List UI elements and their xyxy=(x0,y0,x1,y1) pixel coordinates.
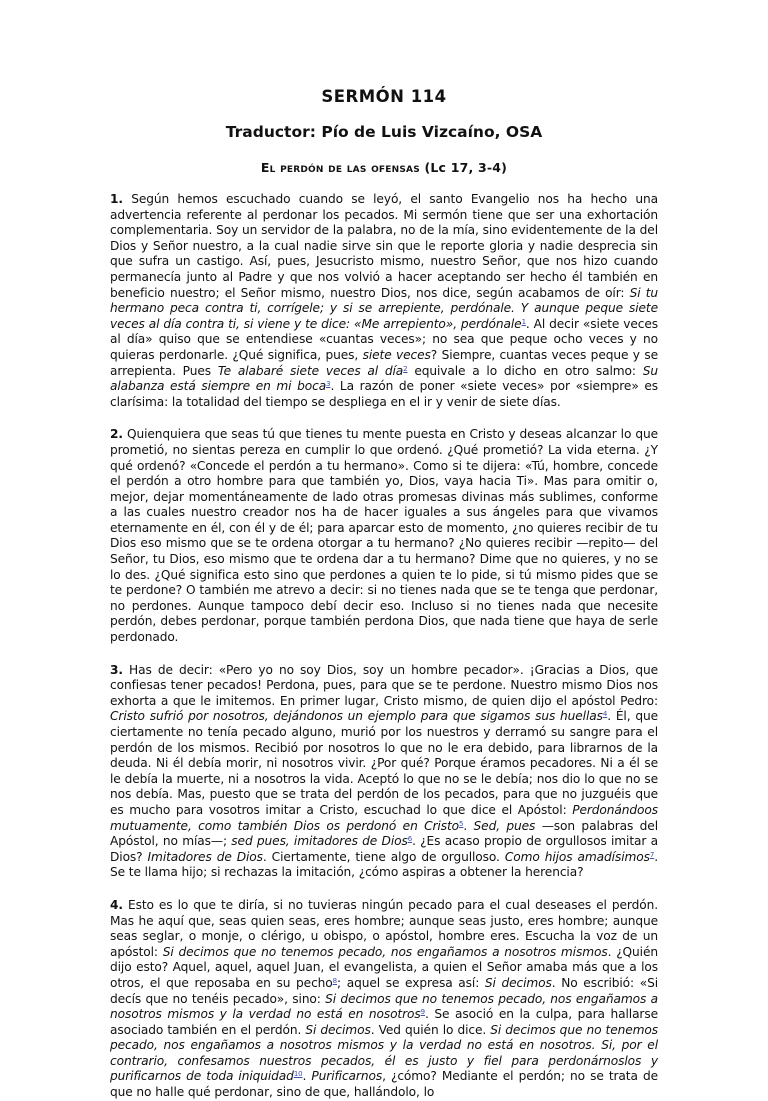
paragraph-text: ? Siempre, cuantas veces peque y se arrepienta. Pues xyxy=(110,347,658,378)
paragraph-text: . Al decir «siete veces al día» quiso que se entendiese «cuantas veces»; no sea que peque ocho veces y no quieras perdonarle. ¿Qué significa, pues, xyxy=(110,316,659,362)
translator-subtitle: Traductor: Pío de Luis Vizcaíno, OSA xyxy=(225,123,543,141)
scripture-quote: Si decimos que no tenemos pecado, nos engañamos a nosotros mismos xyxy=(162,944,608,959)
scripture-quote: Perdonándoos mutuamente, como también Dios os perdonó en Cristo xyxy=(110,802,658,833)
paragraph-text: ; aquel se expresa así: xyxy=(337,975,485,990)
scripture-quote: Su alabanza está siempre en mi boca xyxy=(110,363,658,394)
paragraph-text: . ¿Es acaso propio de orgullosos imitar a Dios? xyxy=(110,834,658,864)
footnote-link[interactable]: 4 xyxy=(602,710,608,719)
footnote-link[interactable]: 2 xyxy=(403,364,408,373)
footnote-link[interactable]: 7 xyxy=(649,850,655,859)
paragraph-text: Has de decir: «Pero yo no soy Dios, soy un hombre pecador». ¡Gracias a Dios, que confiesas tener pecados! Perdona, pues, para que se te perdone. Nuestro mismo Dios nos exhorta a que le imitemos. En primer lugar, Cristo mismo, de quien dijo el apóstol Pedro: xyxy=(110,662,658,708)
paragraph-text: . La razón de poner «siete veces» por «siempre» es clarísima: la totalidad del tiempo se despliega en el ir y venir de siete días. xyxy=(110,379,659,409)
paragraph-text: . xyxy=(302,1069,312,1084)
footnote-link[interactable]: 9 xyxy=(420,1008,425,1017)
scripture-quote: Te alabaré siete veces al día xyxy=(217,363,404,378)
footnote-link[interactable]: 10 xyxy=(293,1070,303,1079)
footnote-link[interactable]: 8 xyxy=(332,976,338,985)
scripture-quote: Si decimos xyxy=(484,975,552,990)
scripture-quote: Sed, pues xyxy=(473,818,536,833)
paragraph-text: . No escribió: «Si decís que no tenéis pecado», sino: xyxy=(110,975,658,1006)
paragraph-number: 3. xyxy=(110,662,123,677)
scripture-quote: sed pues, imitadores de Dios xyxy=(231,834,408,849)
heading-text: El perdón de las ofensas xyxy=(260,160,420,175)
scripture-quote: siete veces xyxy=(362,347,431,362)
page-title: SERMÓN 114 xyxy=(321,87,447,106)
scripture-quote: Si decimos que no tenemos pecado, nos engañamos a nosotros mismos y la verdad no está en nosotros. Si, por el contrario, confesamos nuestros pecados, él es justo y fiel para perdonárnoslos y purificarnos de toda iniquidad xyxy=(110,1022,659,1084)
sermon-body xyxy=(110,177,658,1101)
scripture-quote: Como hijos amadísimos xyxy=(504,849,650,864)
paragraph-text: equivale a lo dicho en otro salmo: xyxy=(407,363,643,378)
footnote-link[interactable]: 6 xyxy=(407,835,413,844)
paragraph xyxy=(110,410,658,645)
section-heading xyxy=(110,144,658,177)
scripture-quote: Cristo sufrió por nosotros, dejándonos un ejemplo para que sigamos sus huellas xyxy=(110,709,603,724)
paragraph-text: . Se asoció en la culpa, para hallarse asociado también en el perdón. xyxy=(110,1007,658,1037)
paragraph-text: . ¿Quién dijo esto? Aquel, aquel, aquel Juan, el evangelista, a quien el Señor amaba más que a los otros, el que reposaba en su pecho xyxy=(110,944,658,990)
paragraph-text: . Ved quién lo dice. xyxy=(370,1022,491,1037)
paragraph-number: 1. xyxy=(110,192,123,206)
paragraph-text: . xyxy=(463,818,474,833)
paragraph-text: Según hemos escuchado cuando se leyó, el santo Evangelio nos ha hecho una advertencia referente al perdonar los pecados. Mi sermón tiene que ser una exhortación complementaria. Soy un servidor de la palabra, no de la mía, sino evidentemente de la del Dios y Señor nuestro, a la cual nadie sirve sin que le reporte gloria y nadie desprecia sin que sufra un castigo. Así, pues, Jesucristo mismo, nuestro Señor, que nos hizo cuando permanecía junto al Padre y que nos volvió a hacer aceptando ser hecho él también en beneficio nuestro; el Señor mismo, nuestro Dios, nos dice, según acabamos de oír: xyxy=(110,192,658,300)
scripture-quote: Si tu hermano peca contra ti, corrígele; y si se arrepiente, perdónale. Y aunque peque siete veces al día contra ti, si viene y te dice: «Me arrepiento», perdónale xyxy=(110,285,658,331)
paragraph-number: 4. xyxy=(110,897,123,912)
paragraph-text: —son palabras del Apóstol, no mías—; xyxy=(110,818,658,849)
paragraph-number: 2. xyxy=(110,427,123,442)
scripture-quote: Purificarnos xyxy=(311,1069,383,1084)
paragraph xyxy=(110,646,658,881)
paragraph-text: . Él, que ciertamente no tenía pecado alguno, murió por los nuestros y derramó su sangre para el perdón de los mismos. Recibió por nosotros lo que no le era debido, para librarnos de la deuda. Ni él debía morir, ni nosotros vivir. ¿Por qué? Porque éramos pecadores. Ni a él se le debía la muerte, ni a nosotros la vida. Aceptó lo que no se le debía; nos dio lo que no se nos debía. Mas, puesto que se trata del perdón de los pecados, para que no juzguéis que es mucho para vosotros imitar a Cristo, escuchad lo que dice el Apóstol: xyxy=(110,709,658,817)
paragraph-text: Esto es lo que te diría, si no tuvieras ningún pecado para el cual deseases el perdón. Mas he aquí que, seas quien seas, eres hombre; aunque seas justo, eres hombre; aunque seas seglar, o monje, o clérigo, u obispo, o apóstol, hombre eres. Escucha la voz de un apóstol: xyxy=(110,897,658,959)
paragraph-text: . Ciertamente, tiene algo de orgulloso. xyxy=(262,849,505,864)
scripture-quote: Si decimos que no tenemos pecado, nos engañamos a nosotros mismos y la verdad no está en nosotros xyxy=(110,991,658,1022)
scripture-quote: Imitadores de Dios xyxy=(147,849,263,864)
scripture-quote: Si decimos xyxy=(305,1022,371,1037)
paragraph xyxy=(110,881,658,1101)
paragraph-text: , ¿cómo? Mediante el perdón; no se trata de que no halle qué perdonar, sino de que, hallándolo, lo xyxy=(110,1069,658,1100)
paragraph-text: Quienquiera que seas tú que tienes tu mente puesta en Cristo y deseas alcanzar lo que prometió, no sientas pereza en cumplir lo que ordenó. ¿Qué prometió? La vida eterna. ¿Y qué ordenó? «Concede el perdón a tu hermano». Como si te dijera: «Tú, hombre, concede el perdón a otro hombre para que también yo, Dios, vaya hacia Ti». Mas para omitir o, mejor, dejar momentáneamente de lado otras promesas divinas más sublimes, conforme a las cuales nuestro creador nos ha de hacer iguales a sus ángeles para que vivamos eternamente en él, con él y de él; para aparcar esto de momento, ¿no quieres recibir de tu Dios eso mismo que se te ordena otorgar a tu hermano? ¿No quieres recibir —repito— del Señor, tu Dios, eso mismo que te ordena dar a tu hermano? Dime que no quieres, y no se lo des. ¿Qué significa esto sino que perdones a quien te lo pide, si tú mismo pides que se te perdone? O también me atrevo a decir: si no tienes nada que se te tenga que perdonar, no perdones. Aunque tampoco debí decir eso. Incluso si no tienes nada que necesite perdón, debes perdonar, porque también perdona Dios, que nada tiene que haya de serle perdonado. xyxy=(110,427,658,645)
footnote-link[interactable]: 5 xyxy=(459,819,464,828)
paragraph xyxy=(110,177,658,410)
heading-ref: (Lc 17, 3-4) xyxy=(424,160,508,175)
paragraph-text: . Se te llama hijo; si rechazas la imitación, ¿cómo aspiras a obtener la herencia? xyxy=(110,849,659,880)
document-page xyxy=(110,0,658,1101)
footnote-link[interactable]: 1 xyxy=(521,317,526,326)
footnote-link[interactable]: 3 xyxy=(326,380,331,389)
